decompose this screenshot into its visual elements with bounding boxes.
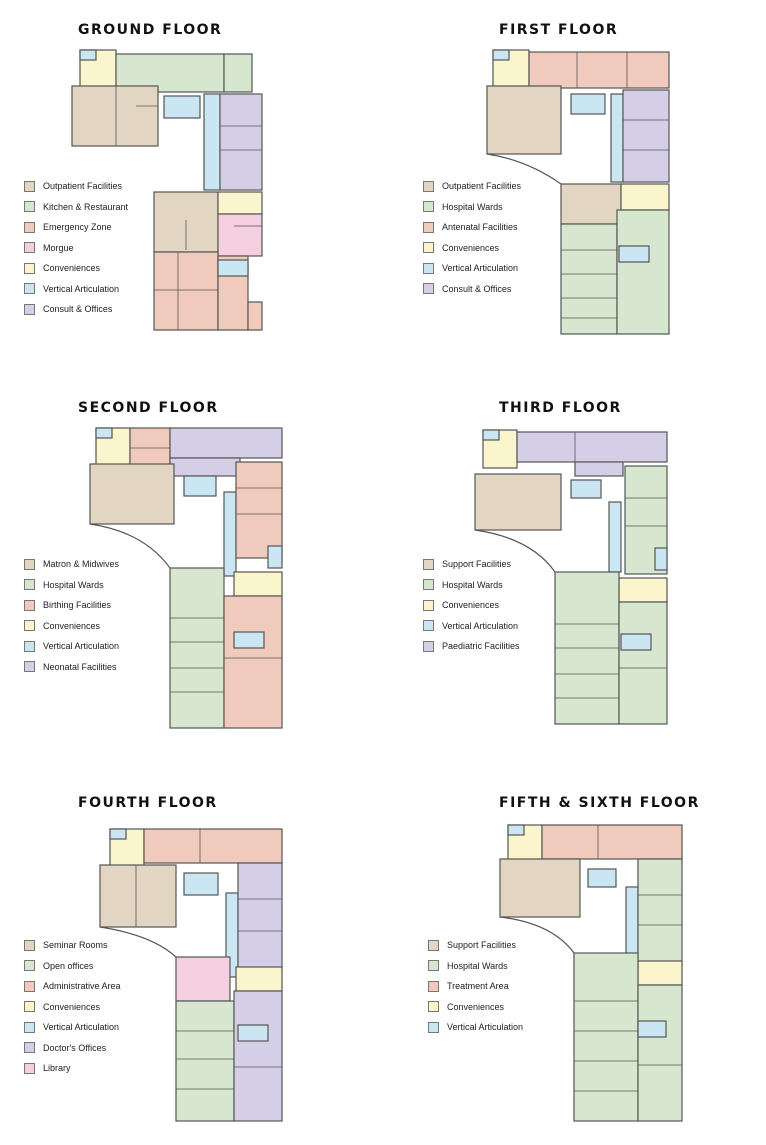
legend-label: Antenatal Facilities [442, 222, 518, 233]
legend-item [423, 554, 520, 575]
legend-swatch [24, 242, 35, 253]
legend-swatch [423, 600, 434, 611]
legend-label: Vertical Articulation [43, 283, 120, 294]
legend [423, 176, 521, 299]
legend-swatch [24, 1042, 35, 1053]
legend-item [24, 299, 128, 320]
legend-item [24, 197, 128, 218]
legend [24, 554, 119, 677]
legend-label: Treatment Area [447, 981, 509, 992]
legend-item [24, 1058, 121, 1079]
legend-item [423, 217, 521, 238]
legend-swatch [24, 579, 35, 590]
floor-plan [498, 825, 698, 1125]
legend-label: Vertical Articulation [43, 641, 120, 652]
legend-item [423, 279, 521, 300]
legend-swatch [24, 1022, 35, 1033]
legend [24, 935, 121, 1079]
legend-swatch [24, 960, 35, 971]
legend [428, 935, 523, 1038]
legend-swatch [24, 559, 35, 570]
legend-label: Neonatal Facilities [43, 661, 117, 672]
legend-item [428, 1017, 523, 1038]
floor-panel-ground [0, 0, 383, 372]
legend-item [24, 575, 119, 596]
legend-swatch [423, 559, 434, 570]
legend-item [428, 935, 523, 956]
legend-swatch [423, 242, 434, 253]
legend-swatch [428, 1022, 439, 1033]
legend-label: Vertical Articulation [43, 1022, 120, 1033]
legend-item [24, 217, 128, 238]
legend-label: Hospital Wards [43, 579, 104, 590]
legend-swatch [423, 201, 434, 212]
legend-item [423, 595, 520, 616]
legend-item [24, 176, 128, 197]
legend-label: Conveniences [442, 600, 500, 611]
legend-swatch [24, 1001, 35, 1012]
legend-label: Conveniences [43, 620, 101, 631]
legend-label: Doctor's Offices [43, 1042, 107, 1053]
legend-swatch [24, 620, 35, 631]
legend-label: Vertical Articulation [447, 1022, 524, 1033]
legend-swatch [24, 600, 35, 611]
legend-label: Kitchen & Restaurant [43, 201, 129, 212]
legend-label: Conveniences [43, 263, 101, 274]
legend-swatch [428, 940, 439, 951]
legend-swatch [423, 641, 434, 652]
legend-swatch [423, 620, 434, 631]
legend-item [24, 238, 128, 259]
legend-swatch [24, 1063, 35, 1074]
legend-item [423, 238, 521, 259]
floor-panel-fifth-sixth [383, 773, 766, 1145]
floor-plan [90, 428, 290, 728]
legend-label: Conveniences [43, 1001, 101, 1012]
legend-item [24, 595, 119, 616]
floor-title: THIRD FLOOR [499, 400, 622, 416]
legend-label: Morgue [43, 242, 74, 253]
legend-swatch [24, 222, 35, 233]
legend-item [24, 657, 119, 678]
legend-label: Support Facilities [447, 940, 517, 951]
legend-swatch [423, 283, 434, 294]
legend-swatch [428, 1001, 439, 1012]
floor-panel-third [383, 378, 766, 750]
legend-item [428, 956, 523, 977]
legend-item [24, 636, 119, 657]
legend-item [24, 935, 121, 956]
legend [24, 176, 128, 320]
legend-item [428, 976, 523, 997]
legend-label: Birthing Facilities [43, 600, 112, 611]
legend-item [423, 636, 520, 657]
legend-label: Hospital Wards [442, 201, 503, 212]
legend-swatch [24, 263, 35, 274]
legend-swatch [428, 960, 439, 971]
legend-label: Vertical Articulation [442, 620, 519, 631]
legend-item [423, 575, 520, 596]
floor-panel-first [383, 0, 766, 372]
legend-swatch [24, 201, 35, 212]
legend-label: Conveniences [447, 1001, 505, 1012]
legend-item [24, 279, 128, 300]
legend-label: Support Facilities [442, 559, 512, 570]
legend-label: Paediatric Facilities [442, 641, 520, 652]
legend-item [24, 997, 121, 1018]
floor-title: GROUND FLOOR [78, 22, 223, 38]
legend-label: Administrative Area [43, 981, 121, 992]
legend-swatch [24, 304, 35, 315]
legend-item [24, 956, 121, 977]
legend-label: Hospital Wards [447, 960, 508, 971]
legend-item [423, 616, 520, 637]
legend-item [24, 554, 119, 575]
legend-label: Open offices [43, 960, 94, 971]
legend-swatch [24, 661, 35, 672]
legend-swatch [423, 263, 434, 274]
legend-item [423, 258, 521, 279]
floor-panel-second [0, 378, 383, 750]
legend-item [24, 1038, 121, 1059]
legend-label: Conveniences [442, 242, 500, 253]
floor-title: SECOND FLOOR [78, 400, 219, 416]
legend-swatch [423, 222, 434, 233]
legend-swatch [423, 579, 434, 590]
legend-item [24, 1017, 121, 1038]
legend-label: Matron & Midwives [43, 559, 120, 570]
legend-swatch [24, 283, 35, 294]
floor-panel-fourth [0, 773, 383, 1145]
legend-label: Seminar Rooms [43, 940, 108, 951]
legend-label: Outpatient Facilities [43, 181, 123, 192]
legend-item [428, 997, 523, 1018]
legend-label: Outpatient Facilities [442, 181, 522, 192]
legend-item [24, 976, 121, 997]
legend-label: Hospital Wards [442, 579, 503, 590]
legend-swatch [423, 181, 434, 192]
floor-title: FIRST FLOOR [499, 22, 619, 38]
legend-label: Library [43, 1063, 71, 1074]
legend-item [423, 176, 521, 197]
legend-label: Emergency Zone [43, 222, 112, 233]
legend-item [24, 616, 119, 637]
legend-item [423, 197, 521, 218]
floor-title: FOURTH FLOOR [78, 795, 218, 811]
floor-title: FIFTH & SIXTH FLOOR [499, 795, 700, 811]
legend-swatch [24, 940, 35, 951]
legend-swatch [24, 181, 35, 192]
legend-label: Vertical Articulation [442, 263, 519, 274]
legend-swatch [24, 641, 35, 652]
floor-plan [100, 827, 300, 1127]
legend-label: Consult & Offices [43, 304, 113, 315]
legend-swatch [24, 981, 35, 992]
legend-label: Consult & Offices [442, 283, 512, 294]
legend-item [24, 258, 128, 279]
legend-swatch [428, 981, 439, 992]
legend [423, 554, 520, 657]
